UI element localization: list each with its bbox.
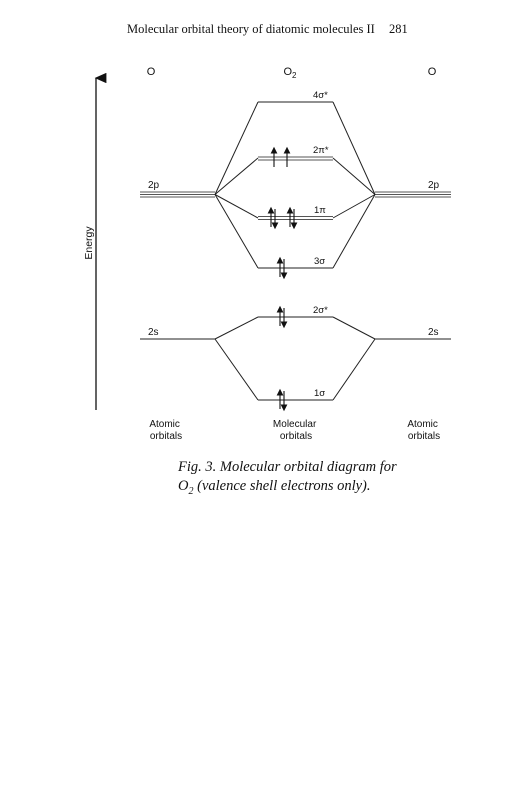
molecule-subscript: 2 [292,71,297,80]
mo-4sigma-star-label: 4σ* [313,90,328,101]
figure-caption [178,458,478,501]
right-atom-label: O [427,66,437,78]
electron-pair [269,208,278,228]
caption-line1: Fig. 3. Molecular orbital diagram for [178,459,397,475]
left-2p-level [140,192,215,197]
mo-2sigma-star-label: 2σ* [313,305,328,316]
correlation-lines [215,102,375,400]
right-2s-label: 2s [428,327,439,338]
right-column-line1: Atomic [407,419,438,430]
right-2p-label: 2p [428,180,440,191]
molecule-symbol: O [283,66,293,78]
caption-line2-text: (valence shell electrons only). [193,478,371,494]
left-column-label [149,419,182,442]
center-column-line1: Molecular [272,419,317,430]
energy-axis-label: Energy [83,226,95,260]
page-number: 281 [389,22,408,36]
left-2p-label: 2p [148,180,160,191]
mo-3sigma-label: 3σ [314,256,326,267]
center-column-label [273,419,319,442]
electron-pair [288,208,297,228]
center-column-line2: orbitals [279,431,313,442]
mo-1pi-level [258,217,333,220]
caption-formula: O [178,478,189,494]
running-title: Molecular orbital theory of diatomic molecules II [127,22,375,36]
caption-formula-subscript: 2 [188,485,194,497]
right-column-line2: orbitals [407,431,441,442]
left-column-line1: Atomic [149,419,180,430]
left-column-line2: orbitals [149,431,183,442]
mo-2pi-star-level [258,157,333,160]
left-atom-label: O [146,66,156,78]
caption-line2 [178,477,478,501]
mo-2pi-star-label: 2π* [313,145,329,156]
mo-1pi-label: 1π [314,205,326,216]
molecule-label [283,66,297,80]
mo-1sigma-label: 1σ [314,388,326,399]
left-2s-label: 2s [148,327,159,338]
right-column-label [407,419,440,442]
right-2p-level [375,192,451,197]
